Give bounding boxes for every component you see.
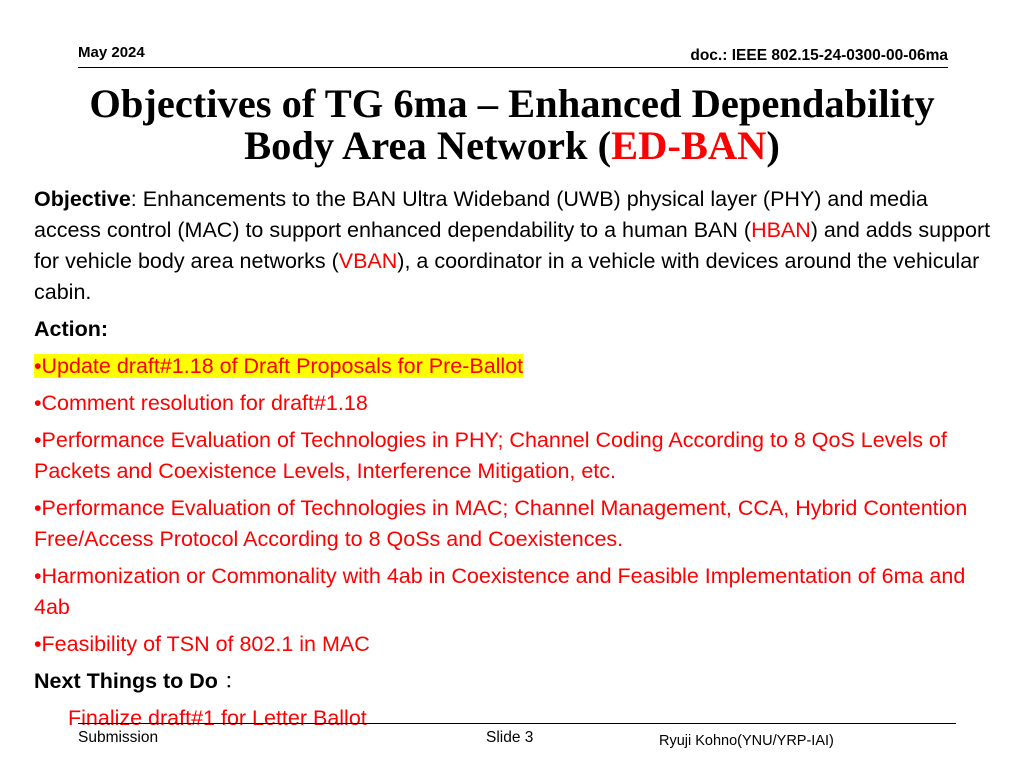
header-doc-id: doc.: IEEE 802.15-24-0300-00-06ma xyxy=(690,47,948,64)
footer-submission: Submission xyxy=(78,729,159,746)
objective-text-3: ), a coordinator in a vehicle with devices around the vehicular cabin. xyxy=(34,249,980,304)
action-item-3: •Performance Evaluation of Technologies in PHY; Channel Coding According to 8 QoS Levels of Packets and Coexistence Levels, Interference Mitigation, etc. xyxy=(34,428,947,483)
action-label: Action: xyxy=(34,317,109,341)
action-item-6: •Feasibility of TSN of 802.1 in MAC xyxy=(34,632,370,656)
title-line-2-prefix: Body Area Network ( xyxy=(244,123,612,168)
objective-hban: HBAN xyxy=(751,218,811,242)
title-line-1: Objectives of TG 6ma – Enhanced Dependability xyxy=(89,81,935,126)
objective-text-1: : Enhancements to the BAN Ultra Wideband (UWB) physical layer (PHY) and media access control (MAC) to support enhanced dependability to a human BAN ( xyxy=(34,187,928,242)
next-things-colon: ： xyxy=(223,669,246,693)
footer-divider xyxy=(78,723,956,724)
objective-text-2: ) and adds support for vehicle body area networks ( xyxy=(34,218,991,273)
next-things-heading xyxy=(34,666,994,697)
objective-label: Objective xyxy=(34,187,131,211)
title-accent-edban: ED-BAN xyxy=(611,123,767,168)
action-item-1 xyxy=(34,351,994,382)
next-things-label: Next Things to Do xyxy=(34,669,218,693)
slide-title xyxy=(20,83,1004,167)
footer-author: Ryuji Kohno(YNU/YRP-IAI) xyxy=(659,733,834,749)
header-divider xyxy=(78,67,948,68)
action-item-1-text: •Update draft#1.18 of Draft Proposals for Pre-Ballot xyxy=(34,354,524,378)
header-date: May 2024 xyxy=(78,44,145,61)
action-item-5: •Harmonization or Commonality with 4ab in Coexistence and Feasible Implementation of 6ma and 4ab xyxy=(34,564,966,619)
slide-body xyxy=(34,184,994,740)
action-item-2: •Comment resolution for draft#1.18 xyxy=(34,391,368,415)
footer-slide-number: Slide 3 xyxy=(486,729,534,746)
objective-vban: VBAN xyxy=(338,249,398,273)
objective-paragraph xyxy=(34,184,994,308)
action-item-4: •Performance Evaluation of Technologies in MAC; Channel Management, CCA, Hybrid Contention Free/Access Protocol According to 8 QoSs and Coexistences. xyxy=(34,496,968,551)
next-things-item: Finalize draft#1 for Letter Ballot xyxy=(68,706,367,730)
title-line-2-suffix: ) xyxy=(766,123,780,168)
